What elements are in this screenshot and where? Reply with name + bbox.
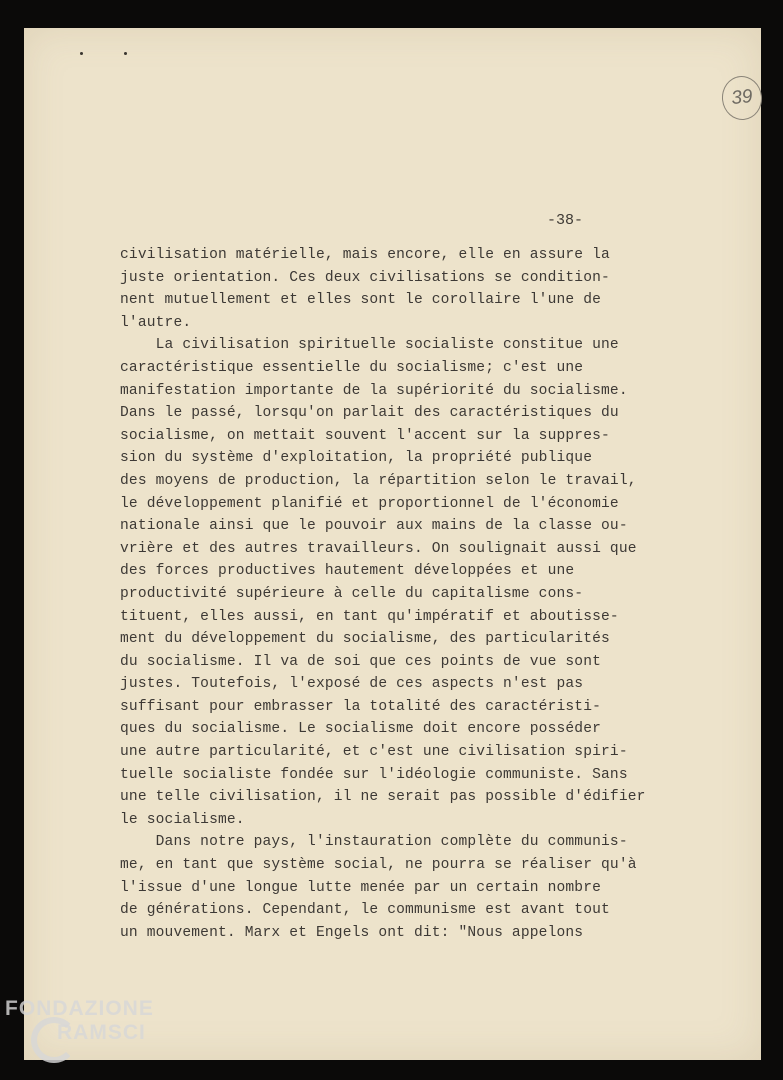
text-line: l'issue d'une longue lutte menée par un certain nombre [120, 879, 602, 896]
punch-dot [80, 52, 83, 55]
text-line: le socialisme. [120, 811, 245, 828]
text-line: de générations. Cependant, le communisme est avant tout [120, 902, 610, 919]
text-line: sion du système d'exploitation, la propriété publique [120, 450, 593, 467]
text-line: ques du socialisme. Le socialisme doit encore posséder [120, 721, 602, 738]
text-line: une telle civilisation, il ne serait pas possible d'édifier [120, 789, 646, 806]
punch-dot [124, 52, 127, 55]
text-line: le développement planifié et proportionnel de l'économie [120, 495, 619, 512]
text-line: tuelle socialiste fondée sur l'idéologie communiste. Sans [120, 766, 628, 783]
body-text [120, 244, 680, 944]
text-line: nationale ainsi que le pouvoir aux mains de la classe ou- [120, 518, 628, 535]
text-line: caractéristique essentielle du socialisme; c'est une [120, 359, 584, 376]
text-line: tituent, elles aussi, en tant qu'impératif et aboutisse- [120, 608, 619, 625]
text-line: Dans le passé, lorsqu'on parlait des caractéristiques du [120, 405, 619, 422]
text-line: civilisation matérielle, mais encore, elle en assure la [120, 247, 610, 263]
watermark-line1: FONDAZIONE [5, 997, 154, 1020]
text-line: justes. Toutefois, l'exposé de ces aspects n'est pas [120, 676, 584, 693]
folio-number: 39 [720, 74, 764, 122]
page-number: -38- [547, 212, 584, 229]
watermark-line2: RAMSCI [57, 1021, 146, 1044]
text-line: ment du développement du socialisme, des particularités [120, 631, 610, 648]
text-line: des moyens de production, la répartition selon le travail, [120, 472, 637, 489]
text-line: nent mutuellement et elles sont le corollaire l'une de [120, 292, 602, 309]
text-line: des forces productives hautement développées et une [120, 563, 575, 580]
text-line: productivité supérieure à celle du capitalisme cons- [120, 585, 584, 602]
text-line: socialisme, on mettait souvent l'accent sur la suppres- [120, 427, 610, 444]
text-line: juste orientation. Ces deux civilisations se condition- [120, 269, 610, 286]
text-line: manifestation importante de la supériorité du socialisme. [120, 382, 628, 399]
text-line: suffisant pour embrasser la totalité des caractéristi- [120, 698, 602, 715]
text-line: me, en tant que système social, ne pourra se réaliser qu'à [120, 857, 637, 874]
text-line: La civilisation spirituelle socialiste constitue une [120, 337, 619, 354]
text-line: vrière et des autres travailleurs. On soulignait aussi que [120, 540, 637, 557]
text-line: du socialisme. Il va de soi que ces points de vue sont [120, 653, 602, 670]
text-line: l'autre. [120, 314, 192, 331]
text-line: Dans notre pays, l'instauration complète du communis- [120, 834, 628, 851]
text-line: un mouvement. Marx et Engels ont dit: "Nous appelons [120, 924, 584, 941]
text-line: une autre particularité, et c'est une civilisation spiri- [120, 744, 628, 761]
